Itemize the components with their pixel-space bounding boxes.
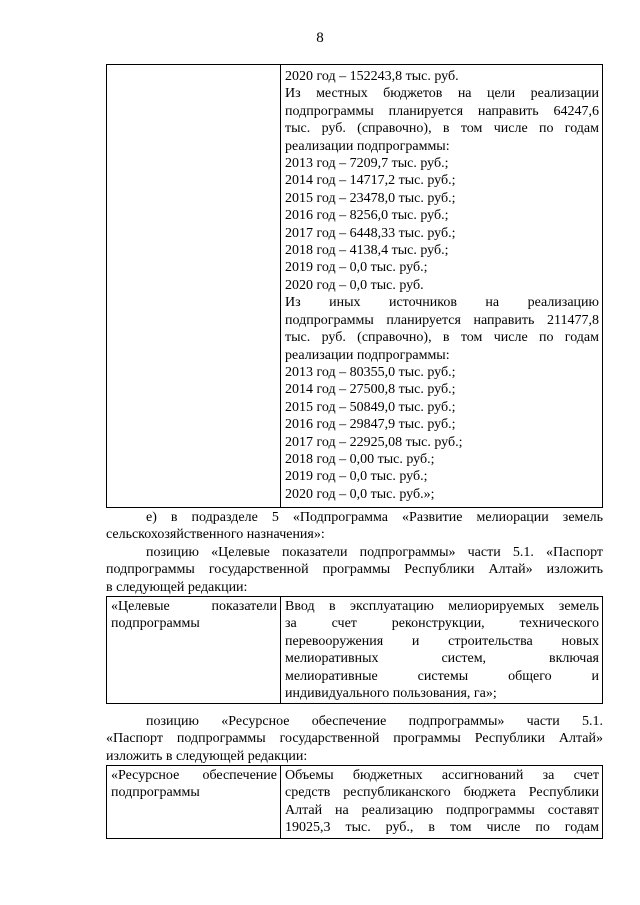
- funding-line: 2014 год – 14717,2 тыс. руб.;: [285, 173, 456, 189]
- cell-text-line: за счет реконструкции, технического: [285, 616, 599, 632]
- funding-line: 2019 год – 0,0 тыс. руб.;: [285, 469, 428, 485]
- funding-line: 2013 год – 7209,7 тыс. руб.;: [285, 156, 449, 172]
- cell-label: подпрограммы: [111, 616, 200, 632]
- cell-text-line: 19025,3 тыс. руб., в том числе по годам: [285, 820, 599, 836]
- funding-line: подпрограммы планируется направить 211477,8: [285, 312, 599, 328]
- cell-text-line: Ввод в эксплуатацию мелиорируемых земель: [285, 599, 599, 614]
- funding-line: 2018 год – 4138,4 тыс. руб.;: [285, 243, 449, 259]
- resource-provision-table: [106, 765, 603, 839]
- cell-label: «Ресурсное обеспечение: [111, 768, 277, 783]
- paragraph-resource-provision: [106, 713, 603, 765]
- paragraph-target-indicators: [106, 544, 603, 596]
- table-left-cell: [107, 597, 281, 704]
- cell-label: «Целевые показатели: [111, 599, 277, 614]
- cell-label: подпрограммы: [111, 785, 200, 801]
- cell-text-line: мелиоративные системы общего и: [285, 668, 599, 684]
- table-right-cell: [281, 597, 603, 704]
- cell-text-line: Объемы бюджетных ассигнований за счет: [285, 768, 599, 783]
- cell-text-line: индивидуального пользования, га»;: [285, 686, 497, 702]
- target-indicators-table: [106, 596, 603, 704]
- funding-line: 2015 год – 50849,0 тыс. руб.;: [285, 399, 456, 415]
- funding-line: 2017 год – 6448,33 тыс. руб.;: [285, 225, 456, 241]
- funding-line: 2020 год – 152243,8 тыс. руб.: [285, 69, 459, 84]
- funding-line: 2017 год – 22925,08 тыс. руб.;: [285, 434, 463, 450]
- cell-text-line: средств республиканского бюджета Республики: [285, 785, 599, 801]
- table-left-cell: [107, 766, 281, 839]
- funding-line: реализации подпрограммы:: [285, 138, 450, 154]
- paragraph-line: е) в подразделе 5 «Подпрограмма «Развитие мелиорации земель: [146, 510, 603, 525]
- funding-line: 2015 год – 23478,0 тыс. руб.;: [285, 190, 456, 206]
- paragraph-subsection-e: [106, 509, 603, 544]
- funding-line: 2016 год – 8256,0 тыс. руб.;: [285, 208, 449, 224]
- paragraph-line: изложить в следующей редакции:: [106, 748, 308, 764]
- funding-line: тыс. руб. (справочно), в том числе по годам: [285, 330, 599, 346]
- table-right-cell: [281, 65, 603, 508]
- funding-line: 2020 год – 0,0 тыс. руб.: [285, 277, 424, 293]
- cell-text-line: мелиоративных систем, включая: [285, 651, 599, 667]
- funding-line: тыс. руб. (справочно), в том числе по годам: [285, 121, 599, 137]
- funding-line: реализации подпрограммы:: [285, 347, 450, 363]
- funding-line: 2019 год – 0,0 тыс. руб.;: [285, 260, 428, 276]
- funding-line: Из местных бюджетов на цели реализации: [285, 86, 599, 102]
- funding-line: 2014 год – 27500,8 тыс. руб.;: [285, 382, 456, 398]
- cell-text-line: перевооружения и строительства новых: [285, 633, 599, 649]
- paragraph-line: позицию «Целевые показатели подпрограммы» части 5.1. «Паспорт: [146, 545, 603, 560]
- funding-line: 2013 год – 80355,0 тыс. руб.;: [285, 364, 456, 380]
- page-number: 8: [316, 30, 324, 46]
- paragraph-line: позицию «Ресурсное обеспечение подпрограммы» части 5.1.: [146, 714, 603, 729]
- cell-text-line: Алтай на реализацию подпрограммы составят: [285, 802, 599, 818]
- paragraph-line: «Паспорт подпрограммы государственной программы Республики Алтай»: [106, 731, 603, 747]
- funding-line: 2020 год – 0,0 тыс. руб.»;: [285, 486, 435, 502]
- table-right-cell: [281, 766, 603, 839]
- paragraph-line: подпрограммы государственной программы Республики Алтай» изложить: [106, 562, 603, 578]
- paragraph-line: в следующей редакции:: [106, 579, 248, 595]
- funding-line: 2018 год – 0,00 тыс. руб.;: [285, 451, 435, 467]
- paragraph-line: сельскохозяйственного назначения»:: [106, 527, 325, 543]
- funding-line: Из иных источников на реализацию: [285, 295, 599, 311]
- resource-table-continued: [106, 64, 603, 508]
- funding-line: подпрограммы планируется направить 64247,6: [285, 103, 599, 119]
- table-left-cell: [107, 65, 281, 508]
- funding-line: 2016 год – 29847,9 тыс. руб.;: [285, 417, 456, 433]
